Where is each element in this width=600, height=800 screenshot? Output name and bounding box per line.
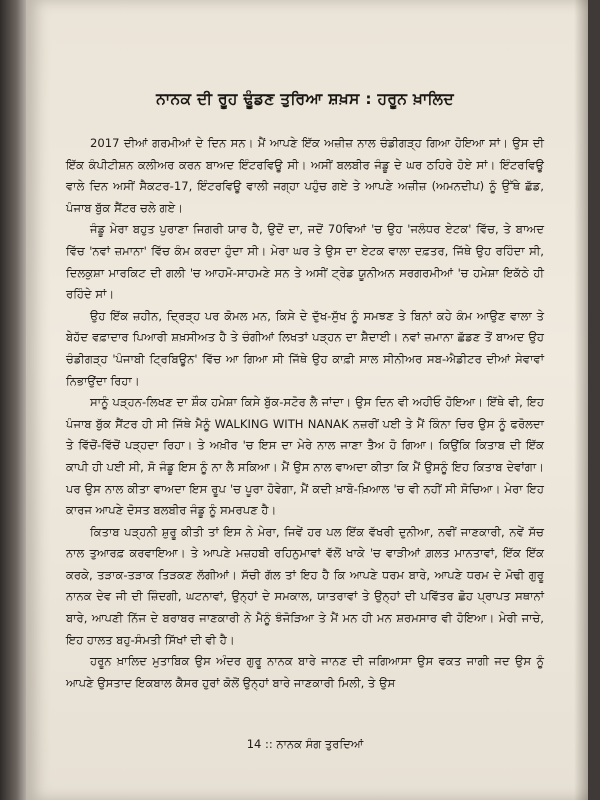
paragraph-1: 2017 ਦੀਆਂ ਗਰਮੀਆਂ ਦੇ ਦਿਨ ਸਨ। ਮੈਂ ਆਪਣੇ ਇੱਕ ਅਜ਼ੀਜ਼ ਨਾਲ ਚੰਡੀਗੜ੍ਹ ਗਿਆ ਹੋਇਆ ਸਾਂ। ਉਸ ਦੀ ਇੱਕ ਕੰਪੀਟੀਸ਼ਨ ਕਲੀਅਰ ਕਰਨ ਬਾਅਦ ਇੰਟਰਵਿਊ ਸੀ। ਅਸੀਂ ਬਲਬੀਰ ਜੰਡੂ ਦੇ ਘਰ ਠਹਿਰੇ ਹੋਏ ਸਾਂ। ਇੰਟਰਵਿਊ ਵਾਲੇ ਦਿਨ ਅਸੀਂ ਸੈਕਟਰ-17, ਇੰਟਰਵਿਊ ਵਾਲੀ ਜਗ੍ਹਾ ਪਹੁੰਚ ਗਏ ਤੇ ਆਪਣੇ ਅਜ਼ੀਜ਼ (ਅਮਨਦੀਪ) ਨੂੰ ਉੱਥੇ ਛੱਡ, ਪੰਜਾਬ ਬੁੱਕ ਸੈਂਟਰ ਚਲੇ ਗਏ। <box>66 136 544 215</box>
paragraph-6: ਹਰੂਨ ਖ਼ਾਲਿਦ ਮੁਤਾਬਿਕ ਉਸ ਅੰਦਰ ਗੁਰੂ ਨਾਨਕ ਬਾਰੇ ਜਾਨਣ ਦੀ ਜਗਿਆਸਾ ਉਸ ਵਕਤ ਜਾਗੀ ਜਦ ਉਸ ਨੂੰ ਆਪਣੇ ਉਸਤਾਦ ਇਕਬਾਲ ਕੈਸਰ ਹੁਰਾਂ ਕੋਲੋਂ ਉਨ੍ਹਾਂ ਬਾਰੇ ਜਾਣਕਾਰੀ ਮਿਲੀ, ਤੇ ਉਸ <box>66 654 544 690</box>
page-content <box>66 90 544 694</box>
paragraph-2: ਜੰਡੂ ਮੇਰਾ ਬਹੁਤ ਪੁਰਾਣਾ ਜਿਗਰੀ ਯਾਰ ਹੈ, ਉਦੋਂ ਦਾ, ਜਦੋਂ 70ਵਿਆਂ 'ਚ ਉਹ 'ਜਲੰਧਰ ਏਟਕ' ਵਿੱਚ, ਤੇ ਬਾਅਦ ਵਿੱਚ 'ਨਵਾਂ ਜ਼ਮਾਨਾ' ਵਿੱਚ ਕੰਮ ਕਰਦਾ ਹੁੰਦਾ ਸੀ। ਮੇਰਾ ਘਰ ਤੇ ਉਸ ਦਾ ਏਟਕ ਵਾਲਾ ਦਫ਼ਤਰ, ਜਿੱਥੇ ਉਹ ਰਹਿੰਦਾ ਸੀ, ਦਿਲਕੁਸ਼ਾ ਮਾਰਕਿਟ ਦੀ ਗਲੀ 'ਚ ਆਹਮੋ-ਸਾਹਮਣੇ ਸਨ ਤੇ ਅਸੀਂ ਟ੍ਰੇਡ ਯੂਨੀਅਨ ਸਰਗਰਮੀਆਂ 'ਚ ਹਮੇਸ਼ਾ ਇਕੱਠੇ ਹੀ ਰਹਿੰਦੇ ਸਾਂ। <box>66 222 544 302</box>
page-footer: 14 :: ਨਾਨਕ ਸੰਗ ਤੁਰਦਿਆਂ <box>246 737 364 751</box>
paragraph-5: ਕਿਤਾਬ ਪੜ੍ਹਨੀ ਸ਼ੁਰੂ ਕੀਤੀ ਤਾਂ ਇਸ ਨੇ ਮੇਰਾ, ਜਿਵੇਂ ਹਰ ਪਲ ਇੱਕ ਵੱਖਰੀ ਦੁਨੀਆ, ਨਵੀਂ ਜਾਣਕਾਰੀ, ਨਵੇਂ ਸੱਚ ਨਾਲ ਤੁਆਰਫ਼ ਕਰਵਾਇਆ। ਤੇ ਆਪਣੇ ਮਜ਼ਹਬੀ ਰਹਿਨੁਮਾਵਾਂ ਵੱਲੋਂ ਖਾਕੇ 'ਚ ਵਾੜੀਆਂ ਗ਼ਲਤ ਮਾਨਤਾਵਾਂ, ਇੱਕ ਇੱਕ ਕਰਕੇ, ਤੜਾਕ-ਤੜਾਕ ਤਿੜਕਣ ਲੱਗੀਆਂ। ਸੱਚੀ ਗੱਲ ਤਾਂ ਇਹ ਹੈ ਕਿ ਆਪਣੇ ਧਰਮ ਬਾਰੇ, ਆਪਣੇ ਧਰਮ ਦੇ ਮੋਢੀ ਗੁਰੂ ਨਾਨਕ ਦੇਵ ਜੀ ਦੀ ਜ਼ਿੰਦਗੀ, ਘਟਨਾਵਾਂ, ਉਨ੍ਹਾਂ ਦੇ ਸਮਕਾਲ, ਯਾਤਰਾਵਾਂ ਤੇ ਉਨ੍ਹਾਂ ਦੀ ਪਵਿੱਤਰ ਛੋਹ ਪ੍ਰਾਪਤ ਸਥਾਨਾਂ ਬਾਰੇ, ਆਪਣੀ ਨਿੱਜ ਦੇ ਬਰਾਬਰ ਜਾਣਕਾਰੀ ਨੇ ਮੈਨੂੰ ਝੰਜੋੜਿਆ ਤੇ ਮੈਂ ਮਨ ਹੀ ਮਨ ਸ਼ਰਮਸਾਰ ਵੀ ਹੋਇਆ। ਮੇਰੀ ਜਾਚੇ, ਇਹ ਹਾਲਤ ਬਹੁ-ਸੰਮਤੀ ਸਿੱਖਾਂ ਦੀ ਵੀ ਹੈ। <box>66 524 544 647</box>
paragraph-4: ਸਾਨੂੰ ਪੜ੍ਹਨ-ਲਿਖਣ ਦਾ ਸ਼ੌਕ ਹਮੇਸ਼ਾ ਕਿਸੇ ਬੁੱਕ-ਸਟੋਰ ਲੈ ਜਾਂਦਾ। ਉਸ ਦਿਨ ਵੀ ਅਹੀਓ ਹੋਇਆ। ਇੱਥੇ ਵੀ, ਇਹ ਪੰਜਾਬ ਬੁੱਕ ਸੈਂਟਰ ਹੀ ਸੀ ਜਿੱਥੇ ਮੈਨੂੰ WALKING WITH NANAK ਨਜ਼ਰੀਂ ਪਈ ਤੇ ਮੈਂ ਕਿੰਨਾ ਚਿਰ ਉਸ ਨੂੰ ਫਰੋਲਦਾ ਤੇ ਵਿੱਚੋਂ-ਵਿੱਚੋਂ ਪੜ੍ਹਦਾ ਰਿਹਾ। ਤੇ ਅਖ਼ੀਰ 'ਚ ਇਸ ਦਾ ਮੇਰੇ ਨਾਲ ਜਾਣਾ ਤੈਅ ਹੋ ਗਿਆ। ਕਿਉਂਕਿ ਕਿਤਾਬ ਦੀ ਇੱਕ ਕਾਪੀ ਹੀ ਪਈ ਸੀ, ਸੋ ਜੰਡੂ ਇਸ ਨੂੰ ਨਾ ਲੈ ਸਕਿਆ। ਮੈਂ ਉਸ ਨਾਲ ਵਾਅਦਾ ਕੀਤਾ ਕਿ ਮੈਂ ਉਸਨੂੰ ਇਹ ਕਿਤਾਬ ਦੇਵਾਂਗਾ। ਪਰ ਉਸ ਨਾਲ ਕੀਤਾ ਵਾਅਦਾ ਇਸ ਰੂਪ 'ਚ ਪੂਰਾ ਹੋਵੇਗਾ, ਮੈਂ ਕਦੀ ਖ਼ਾਬੋ-ਖ਼ਿਆਲ 'ਚ ਵੀ ਨਹੀਂ ਸੀ ਸੋਚਿਆ। ਮੇਰਾ ਇਹ ਕਾਰਜ ਆਪਣੇ ਦੋਸਤ ਬਲਬੀਰ ਜੰਡੂ ਨੂੰ ਸਮਰਪਣ ਹੈ। <box>66 395 544 518</box>
chapter-title: ਨਾਨਕ ਦੀ ਰੂਹ ਢੂੰਡਣ ਤੁਰਿਆ ਸ਼ਖ਼ਸ : ਹਰੂਨ ਖ਼ਾਲਿਦ <box>156 90 454 108</box>
paragraph-3: ਉਹ ਇੱਕ ਜ਼ਹੀਨ, ਦ੍ਰਿੜ੍ਹ ਪਰ ਕੋਮਲ ਮਨ, ਕਿਸੇ ਦੇ ਦੁੱਖ-ਸੁੱਖ ਨੂੰ ਸਮਝਣ ਤੇ ਬਿਨਾਂ ਕਹੇ ਕੰਮ ਆਉਣ ਵਾਲਾ ਤੇ ਬੇਹੱਦ ਵਫ਼ਾਦਾਰ ਪਿਆਰੀ ਸ਼ਖ਼ਸੀਅਤ ਹੈ ਤੇ ਚੰਗੀਆਂ ਲਿਖਤਾਂ ਪੜ੍ਹਨ ਦਾ ਸ਼ੈਦਾਈ। ਨਵਾਂ ਜ਼ਮਾਨਾ ਛੱਡਣ ਤੋਂ ਬਾਅਦ ਉਹ ਚੰਡੀਗੜ੍ਹ 'ਪੰਜਾਬੀ ਟ੍ਰਿਬਿਊਨ' ਵਿੱਚ ਆ ਗਿਆ ਸੀ ਜਿੱਥੇ ਉਹ ਕਾਫ਼ੀ ਸਾਲ ਸੀਨੀਅਰ ਸਬ-ਐਡੀਟਰ ਦੀਆਂ ਸੇਵਾਵਾਂ ਨਿਭਾਉਂਦਾ ਰਿਹਾ। <box>66 308 544 388</box>
page-edge-shadow <box>574 0 588 800</box>
